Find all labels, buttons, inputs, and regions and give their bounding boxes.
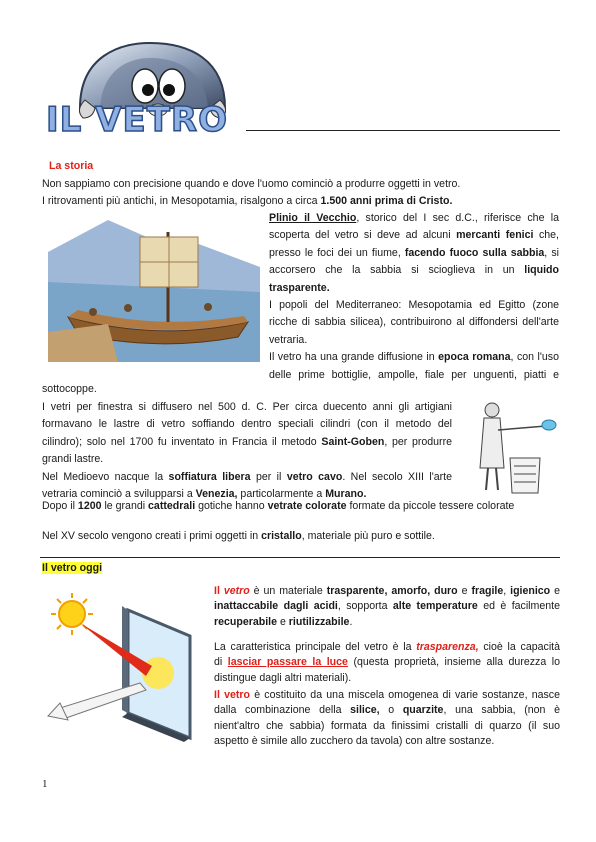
storia-line-2: I ritrovamenti più antichi, in Mesopotamia, risalgono a circa 1.500 anni prima di Cristo.: [42, 195, 453, 207]
section-heading-oggi: Il vetro oggi: [42, 562, 103, 574]
oggi-paragraph-3: Il vetro è costituito da una miscela omogenea di varie sostanze, nasce dalla combinazione della silice, o quarzite, una sabbia, (non è nient'altro che sabbia) formata da finissimi cristalli di quarzo (il suo aspetto è simile allo zucchero da tavola) con altre sostanze.: [214, 689, 560, 748]
glassblower-illustration: [458, 398, 558, 498]
ship-illustration: [48, 212, 260, 362]
window-light-illustration: [40, 588, 200, 748]
oggi-paragraph-2: La caratteristica principale del vetro è la trasparenza, cioè la capacità di lasciar passare la luce (questa proprietà, insieme alla durezza lo distingue dagli altri materiali).: [214, 641, 561, 684]
section-heading-storia: La storia: [49, 160, 94, 172]
romana-line-3: sottocoppe.: [42, 383, 97, 395]
logo-title: IL VETRO: [46, 100, 228, 140]
sun-icon: [51, 593, 93, 635]
logo: [40, 38, 245, 142]
cristallo-line: Nel XV secolo vengono creati i primi oggetti in cristallo, materiale più puro e sottile.: [42, 530, 435, 542]
oggi-paragraph-1: Il vetro è un materiale trasparente, amorfo, duro e fragile, igienico e inattaccabile dagli acidi, sopporta alte temperature ed è facilmente recuperabile e riutilizzabile.: [214, 585, 560, 628]
page-number: 1: [42, 778, 48, 790]
cattedrali-line: Dopo il 1200 le grandi cattedrali gotiche hanno vetrate colorate formate da piccole tessere colorate: [42, 500, 515, 512]
header-rule: [246, 130, 560, 131]
section-divider: [40, 557, 560, 558]
finestre-paragraph: I vetri per finestra si diffusero nel 500 d. C. Per circa duecento anni gli artigiani formavano le lastre di vetro soffiando dentro speciali cilindri (con il metodo del cilindro); solo nel 1700 fu inventato in Francia il metodo Saint-Goben, per produrre grandi lastre. Nel Medioevo nacque la soffiatura libera per il vetro cavo. Nel secolo XIII l'arte vetraria cominciò a svilupparsi a Venezia, particolarmente a Murano.: [42, 401, 453, 501]
plinio-paragraph: Plinio il Vecchio, storico del I sec d.C., riferisce che la scoperta del vetro si deve ad alcuni mercanti fenici che, presso le foci dei un fiume, facendo fuoco sulla sabbia, si accorsero che la sabbia si scioglieva in un liquido trasparente. I popoli del Mediterraneo: Mesopotamia ed Egitto (zone ricche di sabbia silicea), contribuirono al diffondersi dell'arte vetraria. Il vetro ha una grande diffusione in epoca romana, con l'uso delle prime bottiglie, ampolle, fiale per unguenti, piatti e: [269, 212, 560, 381]
storia-line-1: Non sappiamo con precisione quando e dove l'uomo cominciò a produrre oggetti in vetro.: [42, 178, 461, 190]
